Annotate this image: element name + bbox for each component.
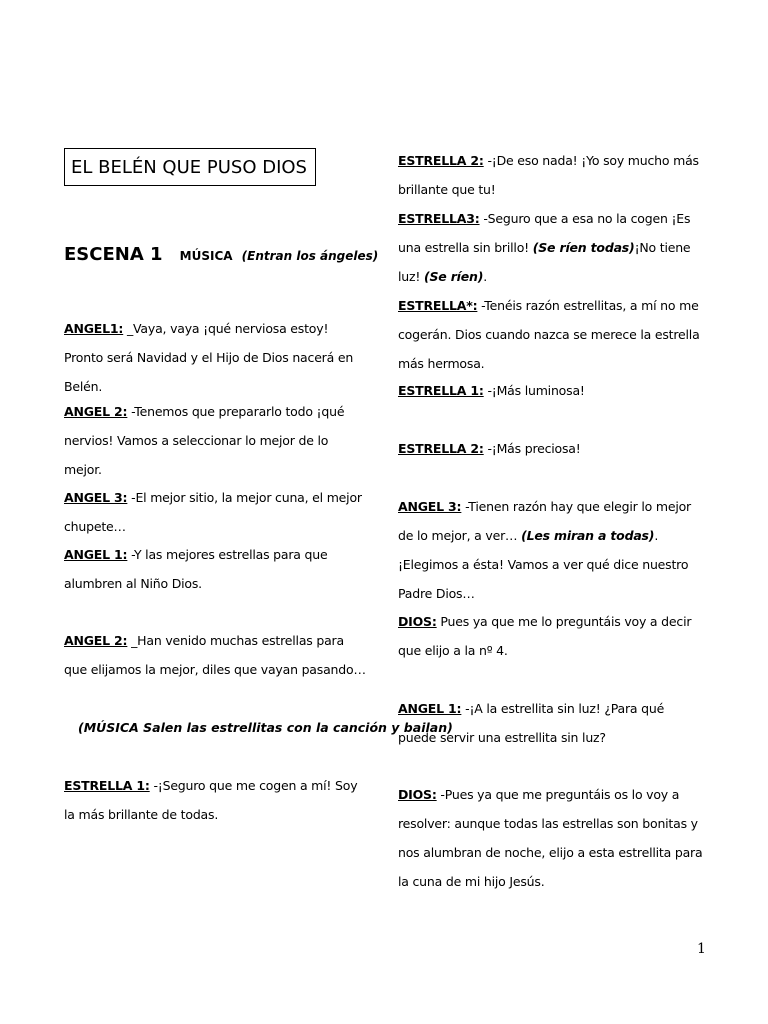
dialogue-text: -¡A la estrellita sin luz! ¿Para qué puede servir una estrellita sin luz? (398, 701, 665, 745)
page-title: EL BELÉN QUE PUSO DIOS (64, 148, 316, 186)
dialogue-text: _Han venido muchas estrellas para que elijamos la mejor, diles que vayan pasando… (64, 633, 366, 677)
stage-direction: (Se ríen) (423, 269, 484, 284)
dialogue-text: -¡Seguro que me cogen a mí! Soy la más brillante de todas. (64, 778, 358, 822)
dialogue-paragraph (398, 607, 703, 665)
stage-direction: (Se ríen todas) (532, 240, 635, 255)
dialogue-paragraph (64, 626, 369, 684)
dialogue-text: ¡No tiene luz! (398, 240, 691, 284)
dialogue-paragraph (64, 771, 364, 829)
dialogue-paragraph (398, 146, 703, 291)
dialogue-text: -Seguro que a esa no la cogen ¡Es una estrella sin brillo! (398, 211, 691, 255)
speaker-name: ANGEL 2: (64, 404, 128, 419)
dialogue-paragraph (64, 540, 364, 598)
speaker-name: ESTRELLA3: (398, 211, 480, 226)
page-number: 1 (697, 941, 706, 957)
stage-direction: (MÚSICA Salen las estrellitas con la canción y bailan) (78, 720, 453, 735)
dialogue-paragraph (64, 483, 374, 541)
speaker-name: ESTRELLA*: (398, 298, 478, 313)
scene-label: ESCENA 1 (64, 244, 163, 265)
speaker-name: ANGEL 3: (398, 499, 462, 514)
stage-direction: (Entran los ángeles) (241, 249, 379, 263)
dialogue-text: -Tenemos que prepararlo todo ¡qué nervios! Vamos a seleccionar lo mejor de lo mejor. (64, 404, 345, 477)
dialogue-text: _Vaya, vaya ¡qué nerviosa estoy! Pronto será Navidad y el Hijo de Dios nacerá en Belén. (64, 321, 354, 394)
dialogue-paragraph (398, 780, 703, 896)
dialogue-paragraph (398, 434, 703, 463)
speaker-name: ESTRELLA 1: (64, 778, 150, 793)
speaker-name: ANGEL1: (64, 321, 124, 336)
dialogue-text: -Pues ya que me preguntáis os lo voy a resolver: aunque todas las estrellas son bonitas y nos alumbran de noche, elijo a esta estrellita para la cuna de mi hijo Jesús. (398, 787, 703, 889)
dialogue-text: -Y las mejores estrellas para que alumbren al Niño Dios. (64, 547, 328, 591)
scene-heading (64, 244, 378, 265)
speaker-name: ESTRELLA 2: (398, 153, 484, 168)
dialogue-text: -¡Más preciosa! (483, 441, 581, 456)
dialogue-text: -Tienen razón hay que elegir lo mejor de lo mejor, a ver… (398, 499, 691, 543)
speaker-name: DIOS: (398, 614, 437, 629)
dialogue-paragraph (64, 397, 364, 484)
dialogue-text: . ¡Elegimos a ésta! Vamos a ver qué dice nuestro Padre Dios… (398, 528, 689, 601)
dialogue-paragraph (398, 291, 703, 378)
speaker-name: ANGEL 1: (398, 701, 462, 716)
speaker-name: ESTRELLA 1: (398, 383, 484, 398)
speaker-name: DIOS: (398, 787, 437, 802)
dialogue-text: -El mejor sitio, la mejor cuna, el mejor chupete… (64, 490, 362, 534)
dialogue-text: -Tenéis razón estrellitas, a mí no me cogerán. Dios cuando nazca se merece la estrella más hermosa. (398, 298, 700, 371)
stage-direction: (Les miran a todas) (521, 528, 655, 543)
speaker-name: ANGEL 1: (64, 547, 128, 562)
dialogue-text: -¡Más luminosa! (483, 383, 585, 398)
dialogue-text: -¡De eso nada! ¡Yo soy mucho más brillante que tu! (398, 153, 699, 197)
music-label: MÚSICA (179, 249, 233, 263)
dialogue-text: Pues ya que me lo preguntáis voy a decir que elijo a la nº 4. (398, 614, 692, 658)
dialogue-paragraph (64, 314, 364, 401)
speaker-name: ESTRELLA 2: (398, 441, 484, 456)
dialogue-paragraph (398, 492, 703, 608)
speaker-name: ANGEL 3: (64, 490, 128, 505)
speaker-name: ANGEL 2: (64, 633, 128, 648)
dialogue-paragraph (398, 376, 703, 405)
dialogue-paragraph (398, 694, 703, 752)
dialogue-text: . (483, 269, 488, 284)
